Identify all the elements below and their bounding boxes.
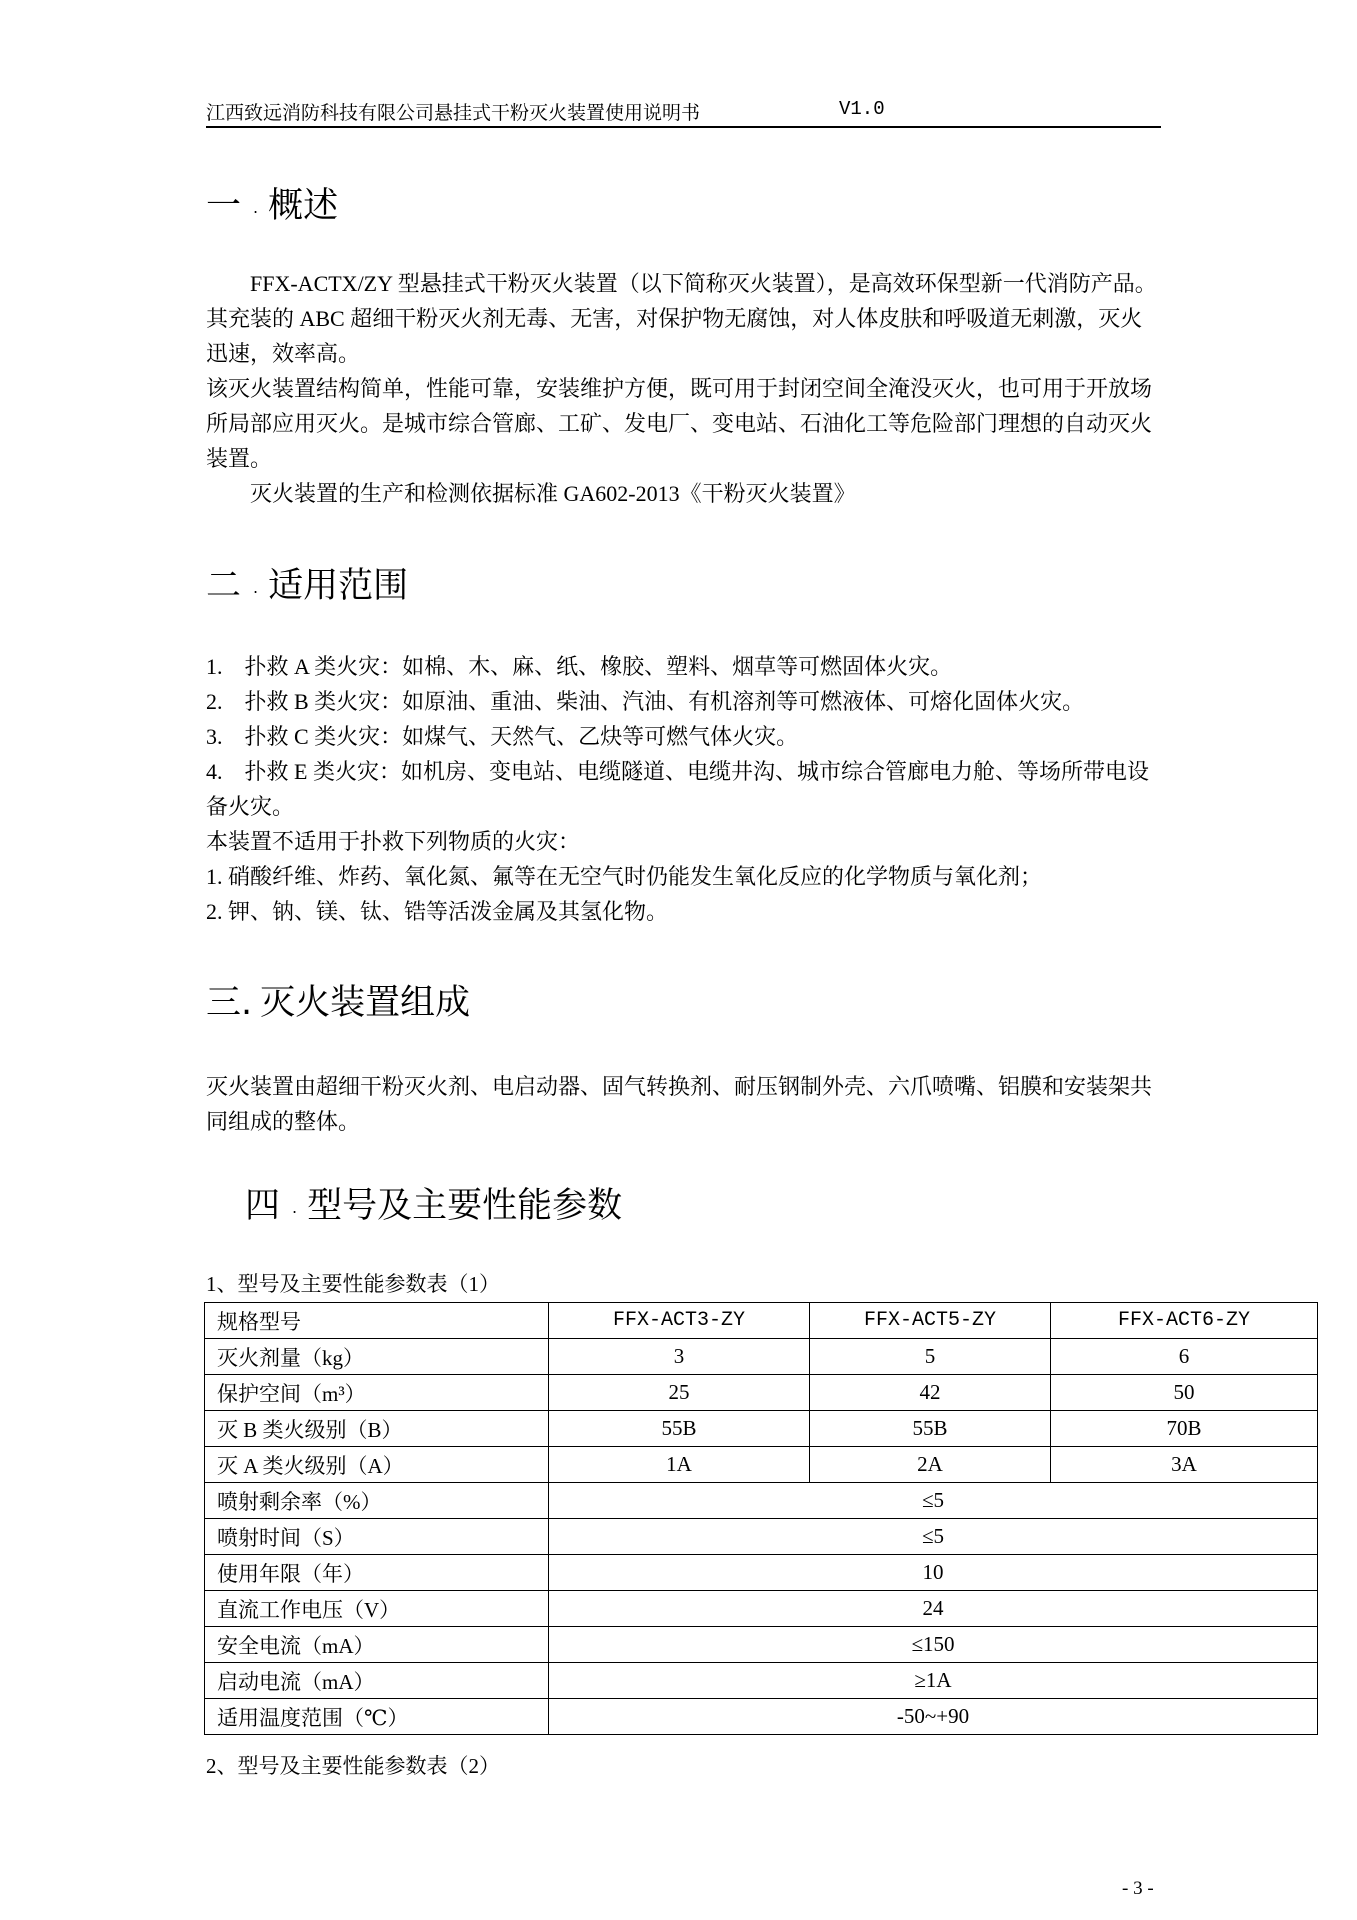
exclusion-heading: 本装置不适用于扑救下列物质的火灾：: [206, 829, 581, 854]
table-cell: 70B: [1051, 1411, 1318, 1447]
table-cell: 1A: [549, 1447, 810, 1483]
table-cell: 灭 A 类火级别（A）: [205, 1447, 549, 1483]
section-2-title: 适用范围: [268, 566, 409, 606]
page-number: - 3 -: [1122, 1878, 1154, 1899]
section-1-paragraph-3: 灭火装置的生产和检测依据标准 GA602-2013《干粉灭火装置》: [250, 481, 856, 506]
table-2-caption: 2、型号及主要性能参数表（2）: [206, 1754, 500, 1778]
section-2-dot: .: [253, 577, 259, 597]
header-version: V1.0: [839, 98, 885, 120]
table-row: [205, 1555, 1318, 1591]
section-3-number: 三.: [206, 983, 253, 1023]
list-item: 2. 钾、钠、镁、钛、锆等活泼金属及其氢化物。: [206, 899, 669, 924]
table-cell: 直流工作电压（V）: [205, 1591, 549, 1627]
list-item: 1. 扑救 A 类火灾：如棉、木、麻、纸、橡胶、塑料、烟草等可燃固体火灾。: [206, 654, 953, 679]
table-cell: ≤5: [549, 1483, 1318, 1519]
section-2-heading: [206, 558, 408, 608]
table-row: [205, 1447, 1318, 1483]
table-cell: -50~+90: [549, 1699, 1318, 1735]
table-row: [205, 1411, 1318, 1447]
section-1-dot: .: [253, 197, 259, 217]
table-cell: 55B: [810, 1411, 1051, 1447]
table-cell: 喷射剩余率（%）: [205, 1483, 549, 1519]
table-row: [205, 1483, 1318, 1519]
table-cell: 使用年限（年）: [205, 1555, 549, 1591]
section-4-heading: [245, 1178, 622, 1228]
section-4-title: 型号及主要性能参数: [307, 1186, 623, 1226]
table-cell: 25: [549, 1375, 810, 1411]
section-1-paragraph-2: 该灭火装置结构简单，性能可靠，安装维护方便，既可用于封闭空间全淹没灭火，也可用于开放场所局部应用灭火。是城市综合管廊、工矿、发电厂、变电站、石油化工等危险部门理想的自动灭火装置。: [206, 376, 1153, 471]
list-item: 2. 扑救 B 类火灾：如原油、重油、柴油、汽油、有机溶剂等可燃液体、可熔化固体火灾。: [206, 689, 1085, 714]
table-header-cell: 规格型号: [205, 1303, 549, 1339]
section-3-title: 灭火装置组成: [260, 983, 471, 1023]
table-cell: 42: [810, 1375, 1051, 1411]
table-row: [205, 1627, 1318, 1663]
table-cell: ≥1A: [549, 1663, 1318, 1699]
table-cell: 灭 B 类火级别（B）: [205, 1411, 549, 1447]
section-4-dot: .: [292, 1197, 298, 1217]
table-1-caption: 1、型号及主要性能参数表（1）: [206, 1272, 500, 1296]
table-header-cell: FFX-ACT6-ZY: [1051, 1303, 1318, 1339]
table-cell: 灭火剂量（kg）: [205, 1339, 549, 1375]
page-header: [206, 96, 1161, 128]
table-cell: ≤5: [549, 1519, 1318, 1555]
table-cell: 55B: [549, 1411, 810, 1447]
table-header-row: [205, 1303, 1318, 1339]
table-row: [205, 1339, 1318, 1375]
table-row: [205, 1591, 1318, 1627]
section-1-paragraph-1: FFX-ACTX/ZY 型悬挂式干粉灭火装置（以下简称灭火装置），是高效环保型新一代消防产品。其充装的 ABC 超细干粉灭火剂无毒、无害，对保护物无腐蚀，对人体皮肤和呼吸道无刺激，灭火迅速，效率高。: [206, 271, 1157, 366]
table-cell: 喷射时间（S）: [205, 1519, 549, 1555]
section-2-number: 二: [206, 566, 242, 606]
table-cell: 安全电流（mA）: [205, 1627, 549, 1663]
table-row: [205, 1519, 1318, 1555]
list-item: 4. 扑救 E 类火灾：如机房、变电站、电缆隧道、电缆井沟、城市综合管廊电力舱、等场所带电设备火灾。: [206, 759, 1149, 819]
section-4-number: 四: [245, 1186, 281, 1226]
section-3-paragraph: 灭火装置由超细干粉灭火剂、电启动器、固气转换剂、耐压钢制外壳、六爪喷嘴、铝膜和安装架共同组成的整体。: [206, 1074, 1153, 1134]
header-title: 江西致远消防科技有限公司悬挂式干粉灭火装置使用说明书: [206, 103, 701, 124]
table-row: [205, 1699, 1318, 1735]
table-row: [205, 1375, 1318, 1411]
table-cell: 6: [1051, 1339, 1318, 1375]
list-item: 1. 硝酸纤维、炸药、氧化氮、氟等在无空气时仍能发生氧化反应的化学物质与氧化剂；: [206, 864, 1043, 889]
table-cell: 3: [549, 1339, 810, 1375]
table-cell: 10: [549, 1555, 1318, 1591]
table-cell: 5: [810, 1339, 1051, 1375]
section-1-number: 一: [206, 186, 242, 226]
list-item: 3. 扑救 C 类火灾：如煤气、天然气、乙炔等可燃气体火灾。: [206, 724, 799, 749]
table-cell: 启动电流（mA）: [205, 1663, 549, 1699]
table-row: [205, 1663, 1318, 1699]
table-cell: 2A: [810, 1447, 1051, 1483]
table-cell: ≤150: [549, 1627, 1318, 1663]
table-header-cell: FFX-ACT5-ZY: [810, 1303, 1051, 1339]
table-cell: 3A: [1051, 1447, 1318, 1483]
table-cell: 50: [1051, 1375, 1318, 1411]
section-1-heading: [206, 178, 338, 228]
table-cell: 24: [549, 1591, 1318, 1627]
section-1-title: 概述: [268, 186, 339, 226]
table-cell: 适用温度范围（℃）: [205, 1699, 549, 1735]
section-3-heading: [206, 975, 470, 1025]
spec-table: [204, 1302, 1318, 1735]
table-cell: 保护空间（m³）: [205, 1375, 549, 1411]
table-header-cell: FFX-ACT3-ZY: [549, 1303, 810, 1339]
